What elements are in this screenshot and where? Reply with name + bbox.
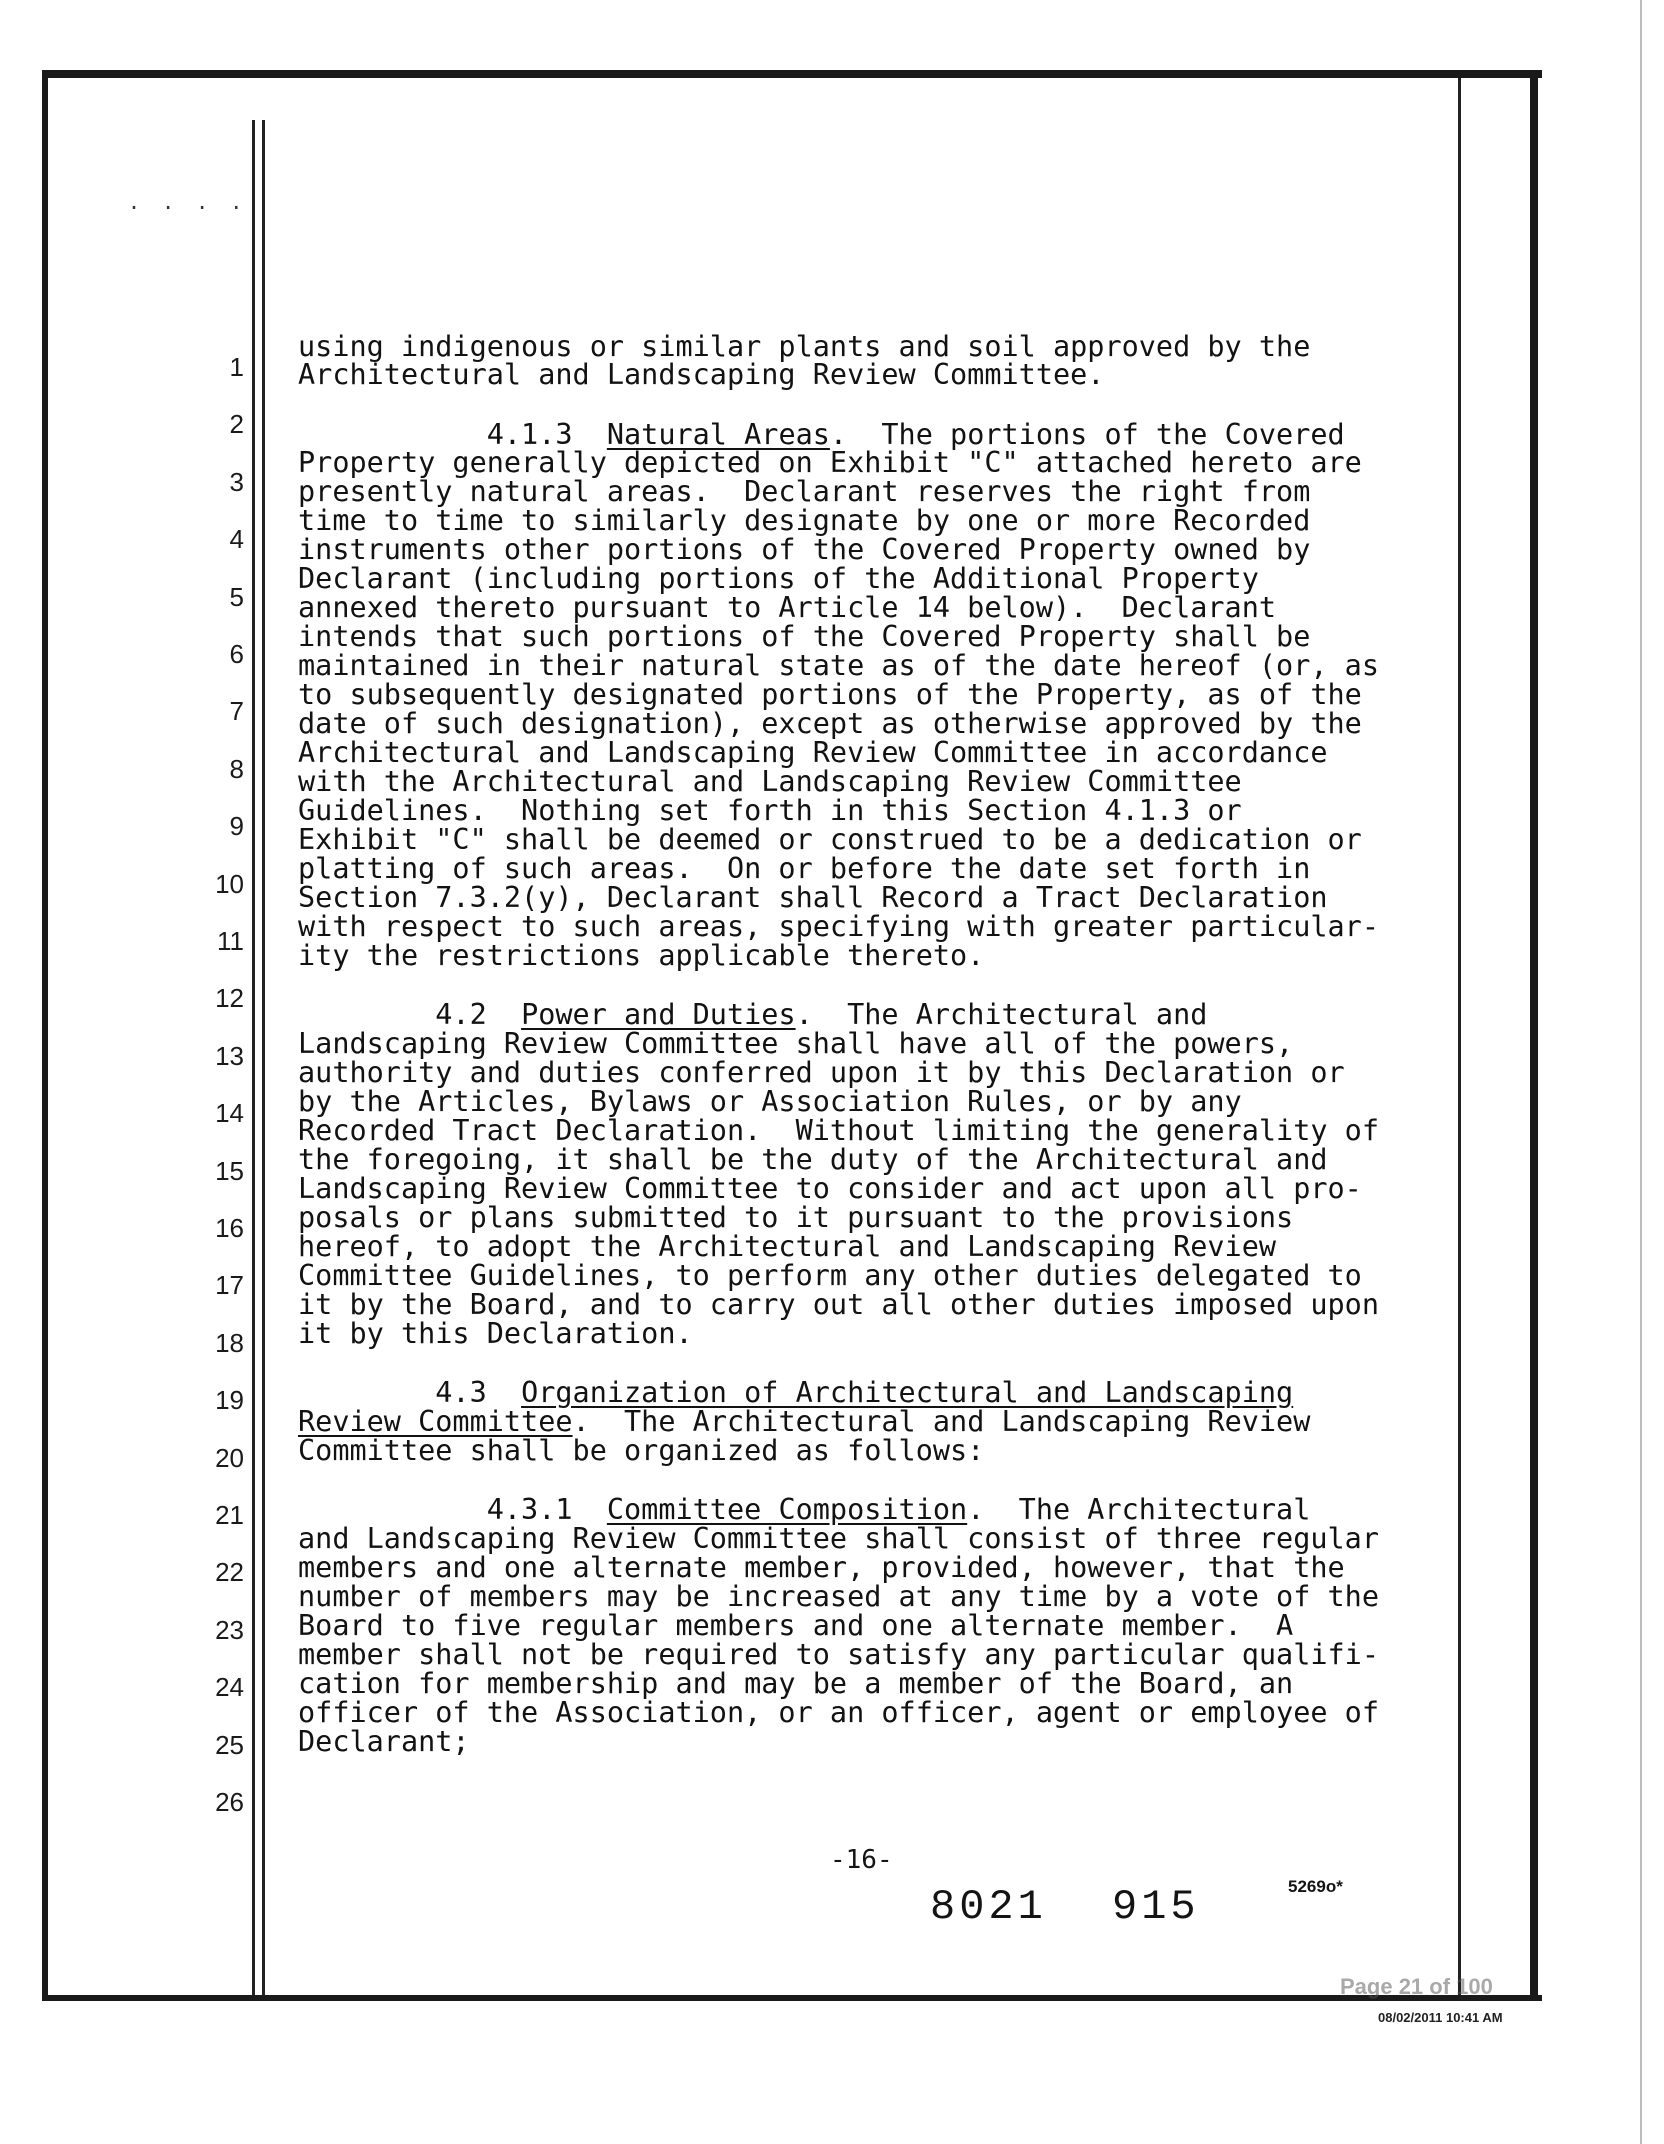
text-segment: maintained in their natural state as of the date hereof (or, as [298, 649, 1379, 682]
text-segment: 4.3.1 [298, 1493, 607, 1526]
line-number: 3 [229, 466, 244, 497]
text-line [298, 1405, 1311, 1438]
line-number: 12 [215, 983, 244, 1014]
text-segment: Recorded Tract Declaration. Without limiting the generality of [298, 1114, 1379, 1147]
text-segment: by the Articles, Bylaws or Association Rules, or by any [298, 1085, 1242, 1118]
text-line [298, 1434, 985, 1467]
line-number: 19 [215, 1385, 244, 1416]
text-segment: Committee Guidelines, to perform any other duties delegated to [298, 1259, 1362, 1292]
text-segment: with respect to such areas, specifying with greater particular- [298, 910, 1379, 943]
text-line [298, 475, 1311, 508]
text-segment: annexed thereto pursuant to Article 14 below). Declarant [298, 591, 1277, 624]
text-line [298, 1580, 1379, 1613]
text-segment: time to time to similarly designate by one or more Recorded [298, 504, 1311, 537]
text-line [298, 823, 1362, 856]
text-segment: Board to five regular members and one alternate member. A [298, 1609, 1294, 1642]
line-number: 17 [215, 1270, 244, 1301]
line-number: 22 [215, 1557, 244, 1588]
page-border-bottom [42, 1995, 1542, 2001]
text-segment: cation for membership and may be a member of the Board, an [298, 1667, 1294, 1700]
text-segment: number of members may be increased at any time by a vote of the [298, 1580, 1379, 1613]
text-segment: the foregoing, it shall be the duty of the Architectural and [298, 1143, 1328, 1176]
text-segment: Landscaping Review Committee to consider and act upon all pro- [298, 1172, 1362, 1205]
text-line [298, 1638, 1379, 1671]
text-segment: platting of such areas. On or before the date set forth in [298, 852, 1311, 885]
page-stamp: Page 21 of 100 [1340, 1974, 1493, 1999]
text-line [298, 1201, 1294, 1234]
text-segment: 4.2 [298, 998, 522, 1031]
text-segment: . The Architectural and [795, 998, 1208, 1031]
text-line [298, 1056, 1345, 1089]
text-segment: Declarant (including portions of the Additional Property [298, 562, 1259, 595]
text-line [298, 1027, 1294, 1060]
text-segment: 4.3 [298, 1376, 522, 1409]
line-number: 18 [215, 1327, 244, 1358]
corner-mark: . . . . [128, 190, 248, 214]
text-line [298, 1172, 1362, 1205]
text-line [298, 446, 1362, 479]
text-line [298, 1522, 1379, 1555]
margin-rule-left-2 [262, 120, 265, 1995]
text-segment: Guidelines. Nothing set forth in this Section 4.1.3 or [298, 794, 1242, 827]
text-line [298, 1376, 1294, 1409]
print-timestamp: 08/02/2011 10:41 AM [1378, 2010, 1503, 2025]
text-line [298, 910, 1379, 943]
text-line [298, 1317, 693, 1350]
line-number: 26 [215, 1787, 244, 1817]
line-number: 7 [229, 696, 244, 727]
text-line [298, 881, 1328, 914]
text-segment: Section 7.3.2(y), Declarant shall Record a Tract Declaration [298, 881, 1328, 914]
line-number: 2 [229, 409, 244, 440]
text-line [298, 1725, 470, 1758]
text-line [298, 649, 1379, 682]
text-line [298, 707, 1362, 740]
text-line [298, 765, 1242, 798]
page-border-left [42, 70, 48, 2001]
text-segment: Landscaping Review Committee shall have all of the powers, [298, 1027, 1294, 1060]
text-line [298, 1114, 1379, 1147]
text-line [298, 1085, 1242, 1118]
text-line [298, 852, 1311, 885]
line-number: 25 [215, 1729, 244, 1760]
line-number: 16 [215, 1213, 244, 1243]
text-line [298, 1609, 1294, 1642]
text-segment: it by this Declaration. [298, 1317, 693, 1350]
text-line [298, 591, 1277, 624]
text-segment: . The Architectural and Landscaping Review [572, 1405, 1311, 1438]
text-line [298, 998, 1208, 1031]
text-segment: using indigenous or similar plants and soil approved by the [298, 330, 1311, 363]
section-heading: Power and Duties [521, 998, 796, 1031]
text-segment: . The Architectural [967, 1493, 1311, 1526]
text-segment: and Landscaping Review Committee shall consist of three regular [298, 1522, 1379, 1555]
text-segment: authority and duties conferred upon it by this Declaration or [298, 1056, 1345, 1089]
text-line [298, 678, 1362, 711]
text-line [298, 562, 1259, 595]
text-segment: date of such designation), except as otherwise approved by the [298, 707, 1362, 740]
line-number: 6 [229, 639, 244, 669]
section-heading: Organization of Architectural and Landscaping [521, 1376, 1294, 1409]
text-segment: Committee shall be organized as follows: [298, 1434, 985, 1467]
scan-edge-line [1640, 0, 1642, 2144]
text-line [298, 358, 1105, 391]
section-heading: Natural Areas [606, 418, 830, 451]
text-segment: 4.1.3 [298, 418, 607, 451]
text-line [298, 533, 1311, 566]
line-number: 23 [215, 1614, 244, 1645]
margin-rule-left-1 [252, 120, 255, 1995]
text-segment: Exhibit "C" shall be deemed or construed to be a dedication or [298, 823, 1362, 856]
text-line [298, 1259, 1362, 1292]
text-line [298, 1551, 1345, 1584]
text-segment: with the Architectural and Landscaping Review Committee [298, 765, 1242, 798]
text-segment: instruments other portions of the Covered Property owned by [298, 533, 1311, 566]
side-code: 5269o* [1288, 1877, 1343, 1896]
line-number: 20 [215, 1442, 244, 1473]
section-heading: Review Committee [298, 1405, 573, 1438]
line-number: 24 [215, 1672, 244, 1703]
text-segment: hereof, to adopt the Architectural and Landscaping Review [298, 1230, 1277, 1263]
text-segment: it by the Board, and to carry out all other duties imposed upon [298, 1288, 1379, 1321]
line-number: 4 [229, 524, 244, 555]
line-number: 8 [229, 753, 244, 784]
text-line [298, 939, 985, 972]
text-segment: Declarant; [298, 1725, 470, 1758]
line-number: 5 [229, 581, 244, 612]
text-line [298, 620, 1311, 653]
text-segment: Architectural and Landscaping Review Committee. [298, 358, 1105, 391]
document-number-b: 915 [1112, 1883, 1200, 1931]
text-line [298, 1667, 1294, 1700]
text-line [298, 504, 1311, 537]
text-line [298, 736, 1328, 769]
text-segment: ity the restrictions applicable thereto. [298, 939, 985, 972]
text-line [298, 1230, 1277, 1263]
text-line [298, 1288, 1379, 1321]
line-number: 13 [215, 1040, 244, 1071]
page-number: -16- [830, 1845, 893, 1875]
text-segment: Architectural and Landscaping Review Committee in accordance [298, 736, 1328, 769]
line-number: 14 [215, 1098, 244, 1129]
text-segment: . The portions of the Covered [829, 418, 1345, 451]
text-line [298, 1493, 1311, 1526]
line-number: 21 [215, 1500, 244, 1530]
text-segment: intends that such portions of the Covered Property shall be [298, 620, 1311, 653]
text-segment: presently natural areas. Declarant reserves the right from [298, 475, 1311, 508]
text-segment: officer of the Association, or an officer, agent or employee of [298, 1696, 1379, 1729]
line-number: 9 [229, 811, 244, 842]
text-segment: posals or plans submitted to it pursuant to the provisions [298, 1201, 1294, 1234]
text-segment: Property generally depicted on Exhibit "C" attached hereto are [298, 446, 1362, 479]
line-number: 15 [215, 1155, 244, 1186]
text-line [298, 1143, 1328, 1176]
section-heading: Committee Composition [606, 1493, 968, 1526]
text-segment: to subsequently designated portions of the Property, as of the [298, 678, 1362, 711]
text-segment: member shall not be required to satisfy any particular qualifi- [298, 1638, 1379, 1671]
line-number: 1 [229, 352, 244, 382]
page-border-top [42, 70, 1542, 78]
line-number: 10 [215, 868, 244, 899]
document-number-a: 8021 [930, 1883, 1047, 1931]
line-number: 11 [217, 926, 244, 956]
text-line [298, 1696, 1379, 1729]
page-border-right [1530, 70, 1538, 2001]
text-segment: members and one alternate member, provided, however, that the [298, 1551, 1345, 1584]
margin-rule-right [1458, 78, 1461, 1995]
text-line [298, 794, 1242, 827]
